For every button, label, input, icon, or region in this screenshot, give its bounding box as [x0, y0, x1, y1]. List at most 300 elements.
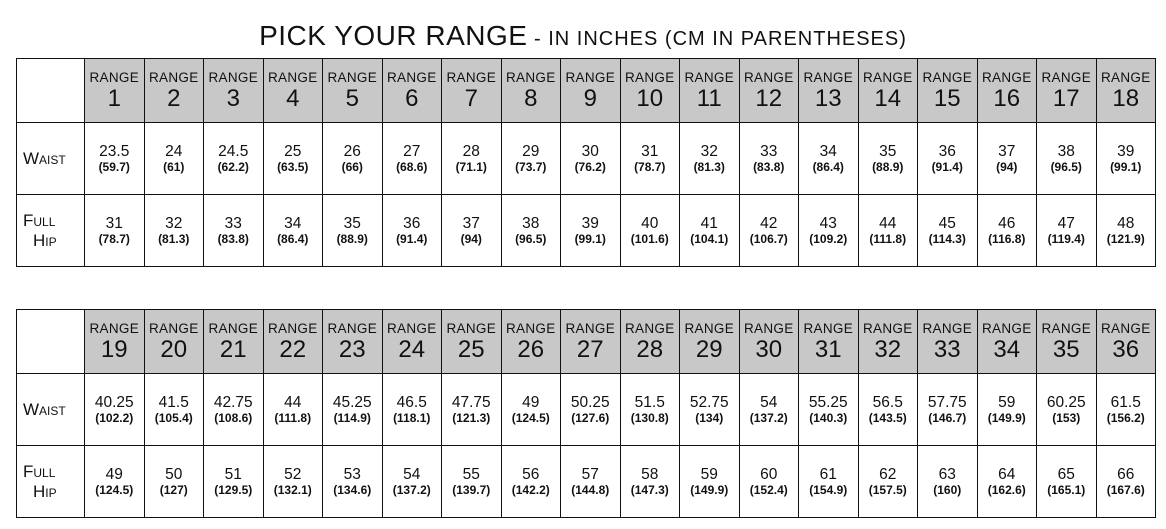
range-number: 7: [464, 84, 478, 112]
range-header-33: [918, 310, 978, 374]
waist-cm: (134): [695, 410, 724, 425]
range-header-5: [323, 59, 383, 123]
range-word: RANGE: [505, 69, 556, 85]
range-word: RANGE: [148, 69, 199, 85]
range-word: RANGE: [89, 320, 139, 336]
range-word: RANGE: [267, 69, 318, 85]
waist-cm: (156.2): [1106, 410, 1145, 425]
hip-inches: 38: [522, 214, 540, 232]
hip-cell-range-8: [501, 195, 561, 267]
hip-cm: (114.3): [928, 231, 966, 246]
range-number: 23: [338, 335, 366, 363]
hip-cm: (147.3): [630, 482, 669, 497]
hip-cell-range-22: [263, 446, 323, 518]
hip-inches: 57: [581, 465, 599, 483]
title-main: PICK YOUR RANGE: [259, 20, 528, 51]
waist-cm: (62.2): [217, 159, 249, 174]
waist-inches: 39: [1117, 142, 1135, 160]
waist-cell-range-7: [442, 123, 502, 195]
hip-inches: 34: [284, 214, 302, 232]
range-number: 10: [636, 84, 664, 112]
waist-cm: (153): [1052, 410, 1081, 425]
hip-cell-range-17: [1037, 195, 1097, 267]
hip-cm: (149.9): [690, 482, 729, 497]
waist-cm: (137.2): [749, 410, 788, 425]
range-header-28: [620, 310, 680, 374]
hip-row-label: [17, 446, 85, 518]
hip-inches: 31: [105, 214, 123, 232]
waist-inches: 27: [403, 142, 421, 160]
size-table-2: [16, 309, 1156, 518]
range-number: 8: [524, 84, 538, 112]
range-number: 30: [755, 335, 783, 363]
range-number: 9: [583, 84, 597, 112]
hip-inches: 39: [581, 214, 599, 232]
range-word: RANGE: [1100, 69, 1151, 85]
range-number: 25: [457, 335, 485, 363]
hip-inches: 52: [284, 465, 302, 483]
range-header-26: [501, 310, 561, 374]
waist-inches: 40.25: [94, 393, 134, 411]
hip-label-line: Hip: [33, 230, 57, 250]
waist-cm: (68.6): [396, 159, 428, 174]
hip-cell-range-30: [739, 446, 799, 518]
range-number: 18: [1112, 84, 1140, 112]
hip-cell-range-16: [977, 195, 1037, 267]
waist-cm: (66): [341, 159, 363, 174]
hip-row-label: [17, 195, 85, 267]
waist-cm: (118.1): [393, 410, 431, 425]
hip-cm: (83.8): [217, 231, 249, 246]
range-number: 3: [226, 84, 240, 112]
range-word: RANGE: [505, 320, 556, 336]
range-header-4: [263, 59, 323, 123]
range-word: RANGE: [208, 69, 258, 85]
waist-inches: 49: [522, 393, 540, 411]
hip-cell-range-7: [442, 195, 502, 267]
range-number: 26: [517, 335, 545, 363]
range-number: 34: [993, 335, 1021, 363]
waist-cell-range-35: [1037, 374, 1097, 446]
waist-inches: 50.25: [570, 393, 610, 411]
range-word: RANGE: [565, 320, 615, 336]
hip-cell-range-34: [977, 446, 1037, 518]
range-number: 20: [160, 335, 188, 363]
hip-cm: (167.6): [1106, 482, 1145, 497]
range-header-32: [858, 310, 918, 374]
hip-cell-range-18: [1096, 195, 1156, 267]
range-header-30: [739, 310, 799, 374]
waist-cell-range-28: [620, 374, 680, 446]
waist-cell-range-26: [501, 374, 561, 446]
range-header-19: [85, 310, 145, 374]
hip-inches: 44: [879, 214, 897, 232]
hip-inches: 33: [224, 214, 242, 232]
hip-inches: 45: [938, 214, 956, 232]
waist-cm: (143.5): [868, 410, 907, 425]
waist-cell-range-17: [1037, 123, 1097, 195]
hip-cell-range-24: [382, 446, 442, 518]
hip-cm: (160): [933, 482, 962, 497]
range-word: RANGE: [386, 320, 437, 336]
hip-cell-range-29: [680, 446, 740, 518]
waist-cell-range-32: [858, 374, 918, 446]
range-header-3: [204, 59, 264, 123]
hip-cell-range-10: [620, 195, 680, 267]
range-header-14: [858, 59, 918, 123]
waist-inches: 33: [760, 142, 778, 160]
waist-inches: 44: [284, 393, 302, 411]
range-header-2: [144, 59, 204, 123]
waist-cm: (96.5): [1050, 159, 1082, 174]
hip-inches: 40: [641, 214, 659, 232]
range-number: 29: [695, 335, 723, 363]
waist-cm: (114.9): [333, 410, 371, 425]
waist-cm: (146.7): [928, 410, 967, 425]
waist-cm: (63.5): [277, 159, 309, 174]
range-number: 15: [933, 84, 961, 112]
range-header-27: [561, 310, 621, 374]
waist-label-line: Waist: [23, 399, 66, 419]
waist-inches: 23.5: [99, 142, 130, 160]
waist-cm: (130.8): [630, 410, 669, 425]
range-header-35: [1037, 310, 1097, 374]
range-word: RANGE: [922, 320, 972, 336]
hip-inches: 47: [1057, 214, 1075, 232]
range-word: RANGE: [684, 320, 734, 336]
waist-cell-range-21: [204, 374, 264, 446]
range-word: RANGE: [327, 320, 377, 336]
hip-cm: (99.1): [574, 231, 606, 246]
range-number: 32: [874, 335, 902, 363]
range-header-9: [561, 59, 621, 123]
range-number: 16: [993, 84, 1021, 112]
hip-label-line: Full: [23, 210, 56, 230]
hip-cm: (129.5): [214, 482, 253, 497]
waist-inches: 54: [760, 393, 778, 411]
waist-cell-range-36: [1096, 374, 1156, 446]
waist-row: [17, 123, 1156, 195]
hip-inches: 65: [1057, 465, 1075, 483]
waist-inches: 60.25: [1046, 393, 1086, 411]
waist-cm: (59.7): [98, 159, 130, 174]
range-number: 28: [636, 335, 664, 363]
waist-cell-range-23: [323, 374, 383, 446]
waist-cell-range-33: [918, 374, 978, 446]
waist-cm: (102.2): [95, 410, 134, 425]
hip-cell-range-9: [561, 195, 621, 267]
waist-cell-range-10: [620, 123, 680, 195]
waist-cm: (78.7): [634, 159, 666, 174]
waist-cell-range-16: [977, 123, 1037, 195]
waist-cell-range-30: [739, 374, 799, 446]
range-number: 35: [1052, 335, 1080, 363]
hip-inches: 50: [165, 465, 183, 483]
hip-cm: (91.4): [396, 231, 428, 246]
hip-cm: (154.9): [809, 482, 848, 497]
range-word: RANGE: [981, 320, 1032, 336]
range-header-29: [680, 310, 740, 374]
waist-cell-range-9: [561, 123, 621, 195]
range-number: 21: [219, 335, 247, 363]
hip-cm: (144.8): [571, 482, 610, 497]
range-word: RANGE: [267, 320, 318, 336]
range-header-16: [977, 59, 1037, 123]
hip-inches: 53: [343, 465, 361, 483]
hip-cm: (78.7): [98, 231, 130, 246]
range-word: RANGE: [565, 69, 615, 85]
hip-inches: 49: [105, 465, 123, 483]
hip-cell-range-19: [85, 446, 145, 518]
waist-cm: (81.3): [693, 159, 725, 174]
hip-cell-range-6: [382, 195, 442, 267]
range-word: RANGE: [743, 69, 794, 85]
hip-cell-range-27: [561, 446, 621, 518]
waist-cm: (111.8): [274, 410, 312, 425]
range-word: RANGE: [862, 69, 913, 85]
range-number: 4: [286, 84, 300, 112]
hip-inches: 63: [938, 465, 956, 483]
range-number: 12: [755, 84, 783, 112]
waist-cell-range-25: [442, 374, 502, 446]
waist-cell-range-29: [680, 374, 740, 446]
range-header-15: [918, 59, 978, 123]
hip-cm: (124.5): [95, 482, 134, 497]
waist-cm: (140.3): [809, 410, 848, 425]
waist-inches: 38: [1057, 142, 1075, 160]
range-number: 11: [696, 84, 722, 112]
waist-cm: (71.1): [455, 159, 487, 174]
hip-cm: (109.2): [809, 231, 848, 246]
waist-inches: 32: [700, 142, 718, 160]
waist-cell-range-4: [263, 123, 323, 195]
waist-inches: 35: [879, 142, 897, 160]
waist-cell-range-11: [680, 123, 740, 195]
hip-cell-range-4: [263, 195, 323, 267]
hip-cm: (152.4): [749, 482, 788, 497]
range-word: RANGE: [1041, 69, 1091, 85]
range-word: RANGE: [624, 320, 675, 336]
waist-cell-range-14: [858, 123, 918, 195]
range-header-25: [442, 310, 502, 374]
range-word: RANGE: [803, 69, 853, 85]
waist-cell-range-12: [739, 123, 799, 195]
range-word: RANGE: [1041, 320, 1091, 336]
waist-inches: 31: [641, 142, 659, 160]
hip-cell-range-35: [1037, 446, 1097, 518]
hip-label-line: Hip: [33, 481, 57, 501]
range-word: RANGE: [148, 320, 199, 336]
waist-cm: (76.2): [574, 159, 606, 174]
hip-cm: (157.5): [868, 482, 907, 497]
size-table-1: [16, 58, 1156, 267]
range-word: RANGE: [862, 320, 913, 336]
hip-inches: 64: [998, 465, 1016, 483]
hip-cm: (111.8): [869, 231, 907, 246]
waist-cell-range-31: [799, 374, 859, 446]
range-header-34: [977, 310, 1037, 374]
hip-cm: (101.6): [630, 231, 669, 246]
hip-cm: (81.3): [158, 231, 190, 246]
hip-inches: 32: [165, 214, 183, 232]
waist-cell-range-24: [382, 374, 442, 446]
waist-cell-range-8: [501, 123, 561, 195]
waist-row-label: [17, 123, 85, 195]
range-header-18: [1096, 59, 1156, 123]
waist-inches: 26: [343, 142, 361, 160]
header-corner-cell: [17, 59, 85, 123]
hip-cell-range-32: [858, 446, 918, 518]
waist-cm: (127.6): [571, 410, 610, 425]
range-header-22: [263, 310, 323, 374]
hip-cell-range-12: [739, 195, 799, 267]
range-word: RANGE: [803, 320, 853, 336]
waist-cell-range-2: [144, 123, 204, 195]
waist-cm: (99.1): [1110, 159, 1142, 174]
waist-inches: 24.5: [218, 142, 249, 160]
hip-inches: 36: [403, 214, 421, 232]
title-subtitle: - IN INCHES (CM IN PARENTHESES): [527, 28, 907, 50]
hip-row: [17, 195, 1156, 267]
header-row: [17, 310, 1156, 374]
range-word: RANGE: [1100, 320, 1151, 336]
range-header-6: [382, 59, 442, 123]
waist-cm: (121.3): [452, 410, 491, 425]
hip-cell-range-36: [1096, 446, 1156, 518]
range-header-24: [382, 310, 442, 374]
range-number: 24: [398, 335, 426, 363]
waist-inches: 51.5: [634, 393, 665, 411]
hip-row: [17, 446, 1156, 518]
waist-inches: 55.25: [808, 393, 848, 411]
hip-cell-range-1: [85, 195, 145, 267]
range-number: 13: [814, 84, 842, 112]
hip-cell-range-3: [204, 195, 264, 267]
waist-cell-range-27: [561, 374, 621, 446]
hip-cell-range-25: [442, 446, 502, 518]
range-header-12: [739, 59, 799, 123]
waist-inches: 24: [165, 142, 183, 160]
hip-inches: 35: [343, 214, 361, 232]
hip-cm: (134.6): [333, 482, 372, 497]
hip-inches: 54: [403, 465, 421, 483]
hip-inches: 41: [700, 214, 718, 232]
hip-cell-range-15: [918, 195, 978, 267]
waist-cell-range-18: [1096, 123, 1156, 195]
waist-cm: (124.5): [511, 410, 550, 425]
range-header-23: [323, 310, 383, 374]
range-number: 1: [107, 84, 121, 112]
hip-cm: (165.1): [1047, 482, 1086, 497]
hip-inches: 55: [462, 465, 480, 483]
hip-cm: (119.4): [1047, 231, 1085, 246]
hip-cell-range-5: [323, 195, 383, 267]
waist-label-line: Waist: [23, 148, 66, 168]
range-header-20: [144, 310, 204, 374]
hip-inches: 46: [998, 214, 1016, 232]
hip-cm: (142.2): [511, 482, 550, 497]
hip-cell-range-11: [680, 195, 740, 267]
waist-cm: (94): [996, 159, 1018, 174]
range-number: 27: [576, 335, 604, 363]
hip-cm: (86.4): [277, 231, 309, 246]
range-header-21: [204, 310, 264, 374]
hip-cell-range-20: [144, 446, 204, 518]
waist-cell-range-13: [799, 123, 859, 195]
header-row: [17, 59, 1156, 123]
hip-label-line: Full: [23, 461, 56, 481]
hip-inches: 37: [462, 214, 480, 232]
waist-cm: (91.4): [931, 159, 963, 174]
waist-cell-range-19: [85, 374, 145, 446]
waist-cell-range-34: [977, 374, 1037, 446]
hip-cm: (132.1): [273, 482, 312, 497]
hip-cm: (116.8): [988, 231, 1026, 246]
hip-cell-range-21: [204, 446, 264, 518]
range-word: RANGE: [208, 320, 258, 336]
hip-inches: 60: [760, 465, 778, 483]
range-number: 6: [405, 84, 419, 112]
hip-cm: (137.2): [392, 482, 431, 497]
waist-inches: 59: [998, 393, 1016, 411]
range-number: 22: [279, 335, 307, 363]
hip-cell-range-33: [918, 446, 978, 518]
range-word: RANGE: [922, 69, 972, 85]
waist-cell-range-3: [204, 123, 264, 195]
hip-cell-range-2: [144, 195, 204, 267]
hip-inches: 43: [819, 214, 837, 232]
range-header-17: [1037, 59, 1097, 123]
waist-cm: (149.9): [987, 410, 1026, 425]
hip-inches: 48: [1117, 214, 1135, 232]
waist-cm: (86.4): [812, 159, 844, 174]
hip-cell-range-31: [799, 446, 859, 518]
range-number: 2: [167, 84, 181, 112]
waist-cm: (73.7): [515, 159, 547, 174]
range-word: RANGE: [743, 320, 794, 336]
hip-cm: (139.7): [452, 482, 491, 497]
hip-inches: 61: [819, 465, 837, 483]
waist-inches: 28: [462, 142, 480, 160]
hip-cm: (127): [159, 482, 188, 497]
waist-inches: 25: [284, 142, 302, 160]
waist-cell-range-15: [918, 123, 978, 195]
hip-inches: 56: [522, 465, 540, 483]
range-header-13: [799, 59, 859, 123]
waist-inches: 36: [938, 142, 956, 160]
waist-inches: 34: [819, 142, 837, 160]
range-header-36: [1096, 310, 1156, 374]
range-header-11: [680, 59, 740, 123]
range-number: 36: [1112, 335, 1140, 363]
waist-inches: 46.5: [396, 393, 427, 411]
range-number: 31: [814, 335, 842, 363]
hip-cm: (96.5): [515, 231, 547, 246]
hip-cell-range-28: [620, 446, 680, 518]
range-number: 14: [874, 84, 902, 112]
waist-row-label: [17, 374, 85, 446]
range-header-7: [442, 59, 502, 123]
waist-inches: 42.75: [213, 393, 253, 411]
waist-cell-range-22: [263, 374, 323, 446]
waist-inches: 47.75: [451, 393, 491, 411]
waist-inches: 52.75: [689, 393, 729, 411]
range-number: 19: [100, 335, 128, 363]
hip-cm: (94): [460, 231, 482, 246]
hip-cm: (121.9): [1106, 231, 1145, 246]
range-number: 17: [1052, 84, 1080, 112]
waist-inches: 61.5: [1110, 393, 1141, 411]
